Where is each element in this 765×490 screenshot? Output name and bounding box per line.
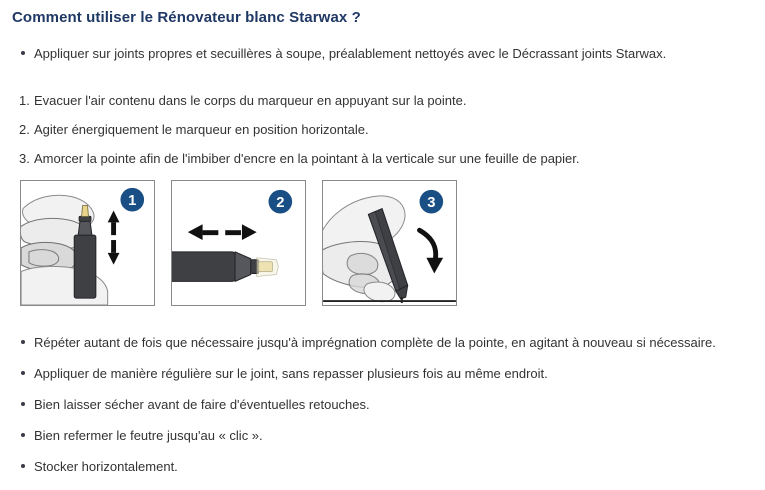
list-item — [0, 151, 765, 166]
list-item — [0, 428, 765, 443]
arrow-curved-down — [420, 230, 444, 273]
list-item-text: Bien refermer le feutre jusqu'au « clic ». — [34, 428, 263, 443]
step-number: 1. — [19, 93, 30, 108]
step-text: Agiter énergiquement le marqueur en position horizontale. — [34, 122, 369, 137]
arrow-double-vertical — [108, 211, 120, 265]
list-item — [0, 459, 765, 474]
list-item-text: Répéter autant de fois que nécessaire jusqu'à imprégnation complète de la pointe, en agitant à nouveau si nécessaire. — [34, 335, 716, 350]
step-number: 2. — [19, 122, 30, 137]
bullet-icon — [21, 433, 25, 437]
list-item — [0, 93, 765, 108]
step-text: Amorcer la pointe afin de l'imbiber d'encre en la pointant à la verticale sur une feuille de papier. — [34, 151, 580, 166]
list-item — [0, 335, 765, 350]
list-item — [0, 122, 765, 137]
bullet-icon — [21, 51, 25, 55]
svg-text:2: 2 — [276, 195, 285, 212]
numbered-step-list — [0, 93, 765, 180]
step-number: 3. — [19, 151, 30, 166]
bullet-icon — [21, 340, 25, 344]
bullet-icon — [21, 402, 25, 406]
list-item-text: Bien laisser sécher avant de faire d'éventuelles retouches. — [34, 397, 370, 412]
illustration-panel-1 — [20, 180, 155, 306]
intro-bullet-list — [0, 46, 765, 61]
list-item-text: Appliquer de manière régulière sur le joint, sans repasser plusieurs fois au même endroit. — [34, 366, 548, 381]
page-title: Comment utiliser le Rénovateur blanc Starwax ? — [12, 9, 361, 26]
illustration-panel-3 — [322, 180, 457, 306]
list-item-text: Appliquer sur joints propres et secuillères à soupe, préalablement nettoyés avec le Décrassant joints Starwax. — [34, 46, 667, 61]
outro-bullet-list — [0, 335, 765, 490]
svg-text:1: 1 — [128, 193, 137, 210]
list-item — [0, 366, 765, 381]
list-item — [0, 46, 765, 61]
bullet-icon — [21, 371, 25, 375]
illustration-strip — [20, 180, 460, 308]
step-text: Evacuer l'air contenu dans le corps du marqueur en appuyant sur la pointe. — [34, 93, 467, 108]
illustration-panel-2 — [171, 180, 306, 306]
arrow-double-horizontal — [188, 224, 257, 240]
list-item — [0, 397, 765, 412]
list-item-text: Stocker horizontalement. — [34, 459, 178, 474]
bullet-icon — [21, 464, 25, 468]
svg-text:3: 3 — [427, 195, 436, 212]
